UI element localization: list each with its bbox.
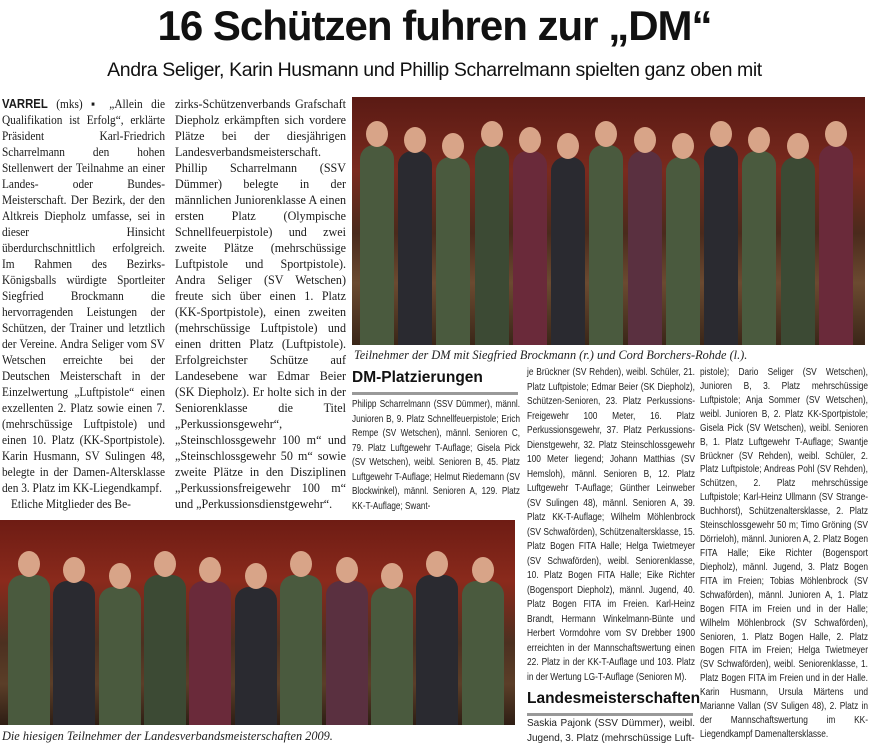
photo-person bbox=[99, 587, 141, 725]
photo-state-participants bbox=[0, 520, 515, 725]
photo-person bbox=[742, 151, 776, 345]
photo-person-head bbox=[787, 133, 809, 159]
dateline: VARREL bbox=[2, 97, 48, 111]
article-column-1 bbox=[2, 96, 165, 512]
photo-person-head bbox=[519, 127, 541, 153]
dm-placements-column-1 bbox=[352, 398, 520, 514]
photo-person-head bbox=[381, 563, 403, 589]
photo-person-head bbox=[825, 121, 847, 147]
article-paragraph-1 bbox=[2, 96, 165, 496]
photo-caption-bottom: Die hiesigen Teilnehmer der Landesverbandsmeisterschaften 2009. bbox=[2, 729, 333, 743]
photo-person-head bbox=[18, 551, 40, 577]
photo-person-head bbox=[336, 557, 358, 583]
photo-dm-participants bbox=[352, 97, 865, 345]
photo-person bbox=[513, 151, 547, 345]
photo-person-head bbox=[154, 551, 176, 577]
photo-person-head bbox=[63, 557, 85, 583]
photo-person-head bbox=[748, 127, 770, 153]
photo-person bbox=[53, 581, 95, 725]
photo-person-head bbox=[595, 121, 617, 147]
photo-person bbox=[8, 575, 50, 725]
article-paragraph-2-continued: zirks-Schützenverbands Grafschaft Diepholz erkämpften sich vordere Plätze bei der diesjährigen Landesverbandsmeisterschaft. Phillip Scharrelmann (SSV Dümmer) belegte in der männlichen Juniorenklasse A einen ersten Platz (Olympische Schnellfeuerpistole) und zwei zweite Plätze (mehrschüssige Luftpistole und Sportpistole). Andra Seliger (SV Wetschen) freute sich über einen 1. Platz (KK-Sportpistole), einen zweiten (mehrschüssige Luftpistole) und einen dritten Platz (Luftpistole). Erfolgreichster Schütze auf Landesebene war Edmar Beier (SK Diepholz). Er holte sich in der Seniorenklasse die Titel „Perkussionsgewehr“, „Steinschlossgewehr 100 m“ und „Steinschlossgewehr 50 m“ sowie zweite Plätze in den Disziplinen „Perkussionsfreigewehr 100 m“ und „Perkussionsdienstgewehr“. bbox=[175, 97, 346, 511]
photo-person bbox=[436, 157, 470, 345]
state-championships-text-1: Saskia Pajonk (SSV Dümmer), weibl. Jugend, 3. Platz (mehrschüssige Luft- bbox=[527, 718, 695, 744]
photo-person bbox=[144, 575, 186, 725]
photo-person-head bbox=[290, 551, 312, 577]
photo-person-head bbox=[109, 563, 131, 589]
state-championships-text-2: pistole); Dario Seliger (SV Wetschen), Junioren B, 3. Platz mehrschüssige Luftpistole; Anja Sommer (SV Wetschen), weibl. Junioren B, 2. Platz KK-Sportpistole; Gisela Pick (SV Wetschen), weibl. Senioren B, 1. Platz Luftgewehr T-Auflage; Swantje Brückner (SV Rehden), weibl. Schüler, 2. Platz Luftpistole; Andreas Pohl (SV Rehden), Schützen, 2. Platz mehrschüssige Luftpistole; Karl-Heinz Ullmann (SV Strange-Buchhorst), Schützenaltersklasse, 2. Platz Steinschlossgewehr 50 m; Timo Gröning (SV Dörrieloh), männl. Junioren A, 2. Platz Bogen FITA Halle; Eike Richter (Bogensport Diepholz), männl. Jugend, 3. Platz Bogen FITA im Freien; Tobias Möhlenbrock (SV Schwaförden), männl. Junioren A, 1. Platz Bogen FITA im Freien und in der Halle; Wilhelm Möhlenbrock (SV Schwaförden), Senioren, 1. Platz Bogen Halle, 2. Platz Bogen FITA im Freien; Helga Twietmeyer (SV Schwaförden), weibl. Seniorenklasse, 1. Platz Bogen FITA im Freien und in der Halle. Karin Husmann, Ursula Märtens und Marianne Vallan (SV Suligen 48), 2. Platz in der Mannschaftswertung im KK-Liegendkampf Damenaltersklasse. bbox=[700, 367, 868, 740]
photo-person-head bbox=[557, 133, 579, 159]
headline: 16 Schützen fuhren zur „DM“ bbox=[157, 2, 712, 49]
photo-person-head bbox=[366, 121, 388, 147]
state-championships-heading: Landesmeisterschaften bbox=[527, 689, 693, 716]
photo-person-head bbox=[442, 133, 464, 159]
photo-person-head bbox=[404, 127, 426, 153]
photo-person bbox=[704, 145, 738, 345]
photo-person bbox=[589, 145, 623, 345]
dm-placements-heading: DM-Platzierungen bbox=[352, 368, 518, 395]
dm-placements-column-2 bbox=[527, 366, 695, 685]
photo-person bbox=[371, 587, 413, 725]
photo-person-head bbox=[481, 121, 503, 147]
article-column-2 bbox=[175, 96, 346, 512]
photo-person bbox=[360, 145, 394, 345]
photo-caption-top: Teilnehmer der DM mit Siegfried Brockmann (r.) und Cord Borchers-Rohde (l.). bbox=[354, 348, 748, 362]
article-paragraph-2-start: Etliche Mitglieder des Be- bbox=[11, 497, 131, 511]
photo-person bbox=[398, 151, 432, 345]
photo-person-head bbox=[245, 563, 267, 589]
dm-placements-text-1: Philipp Scharrelmann (SSV Dümmer), männl. Junioren B, 9. Platz Schnellfeuerpistole; Erich Rempe (SV Wetschen), männl. Senioren C, 79. Platz Luftgewehr T-Auflage; Gisela Pick (SV Wetschen), weibl. Senioren B, 45. Platz Luftgewehr T-Auflage; Helmut Riedemann (SV Blockwinkel), männl. Senioren A, 129. Platz KK-T-Auflage; Swant- bbox=[352, 399, 520, 512]
photo-person-head bbox=[634, 127, 656, 153]
photo-person bbox=[551, 157, 585, 345]
state-championships-column-2 bbox=[700, 366, 868, 742]
photo-person bbox=[416, 575, 458, 725]
photo-person-head bbox=[710, 121, 732, 147]
photo-person bbox=[280, 575, 322, 725]
photo-person-head bbox=[472, 557, 494, 583]
subtitle: Andra Seliger, Karin Husmann und Phillip Scharrelmann spielten ganz oben mit bbox=[107, 59, 762, 81]
photo-person bbox=[189, 581, 231, 725]
photo-person bbox=[666, 157, 700, 345]
photo-person bbox=[462, 581, 504, 725]
photo-person bbox=[326, 581, 368, 725]
paragraph-1-text: „Allein die Qualifikation ist Erfolg“, erklärte Präsident Karl-Friedrich Scharrelmann den hohen Stellenwert der Teilnahme an einer Landes- oder Bundes-Meisterschaft. Der Bezirk, der den Altkreis Diepholz umfasse, sei in dieser Hinsicht überdurchschnittlich erfolgreich. Im Rahmen des Bezirks-Königsballs würdigte Sportleiter Siegfried Brockmann die hervorragenden Leistungen der Schützen, der Trainer und letztlich der Vereine. Andra Seliger vom SV Wetschen erreichte bei der Deutschen Meisterschaft in der Einzelwertung „Luftpistole“ einen exzellenten 2. Platz sowie einen 7. (mehrschüssige Luftpistole) und einen 10. Platz (KK-Sportpistole). Karin Husmann, SV Sulingen 48, belegte in der Damen-Altersklasse den 3. Platz im KK-Liegendkampf. bbox=[2, 97, 165, 495]
photo-person-head bbox=[672, 133, 694, 159]
photo-person bbox=[819, 145, 853, 345]
author-tag: (mks) ▪ bbox=[56, 97, 101, 111]
photo-person-head bbox=[199, 557, 221, 583]
photo-person bbox=[628, 151, 662, 345]
photo-person bbox=[781, 157, 815, 345]
photo-person-head bbox=[426, 551, 448, 577]
state-championships-column-1 bbox=[527, 717, 695, 746]
dm-placements-text-2: je Brückner (SV Rehden), weibl. Schüler, 21. Platz Luftpistole; Edmar Beier (SK Diepholz), Schützen-Senioren, 23. Platz Perkussions-Freigewehr 100 Meter, 16. Platz Perkussionsgewehr, 37. Platz Perkussions-Dienstgewehr, 32. Platz Steinschlossgewehr 100 Meter liegend; Johann Matthias (SV Hemsloh), männl. Senioren B, 12. Platz Luftgewehr T-Auflage; Günther Leinweber (SV Sulingen 48), männl. Senioren A, 39. Platz KK-T-Auflage; Wilhelm Möhlenbrock (SV Schwaförden), Schützenaltersklasse, 15. Platz Bogen FITA Halle; Helga Twietmeyer (SV Schwaförden), weibl. Seniorenklasse, 10. Platz Bogen FITA Halle; Eike Richter (Bogensport Diepholz), männl. Jugend, 40. Platz Bogen FITA im Freien. Karl-Heinz Brandt, Hermann Winkelmann-Bünte und Herbert Vormdohre vom SV Drebber 1900 erreichten in der Mannschaftswertung einen 22. Platz in der KK-T-Auflage und 103. Platz in der Wertung LG-T-Auflage (Senioren M). bbox=[527, 367, 695, 683]
photo-person bbox=[235, 587, 277, 725]
photo-person bbox=[475, 145, 509, 345]
